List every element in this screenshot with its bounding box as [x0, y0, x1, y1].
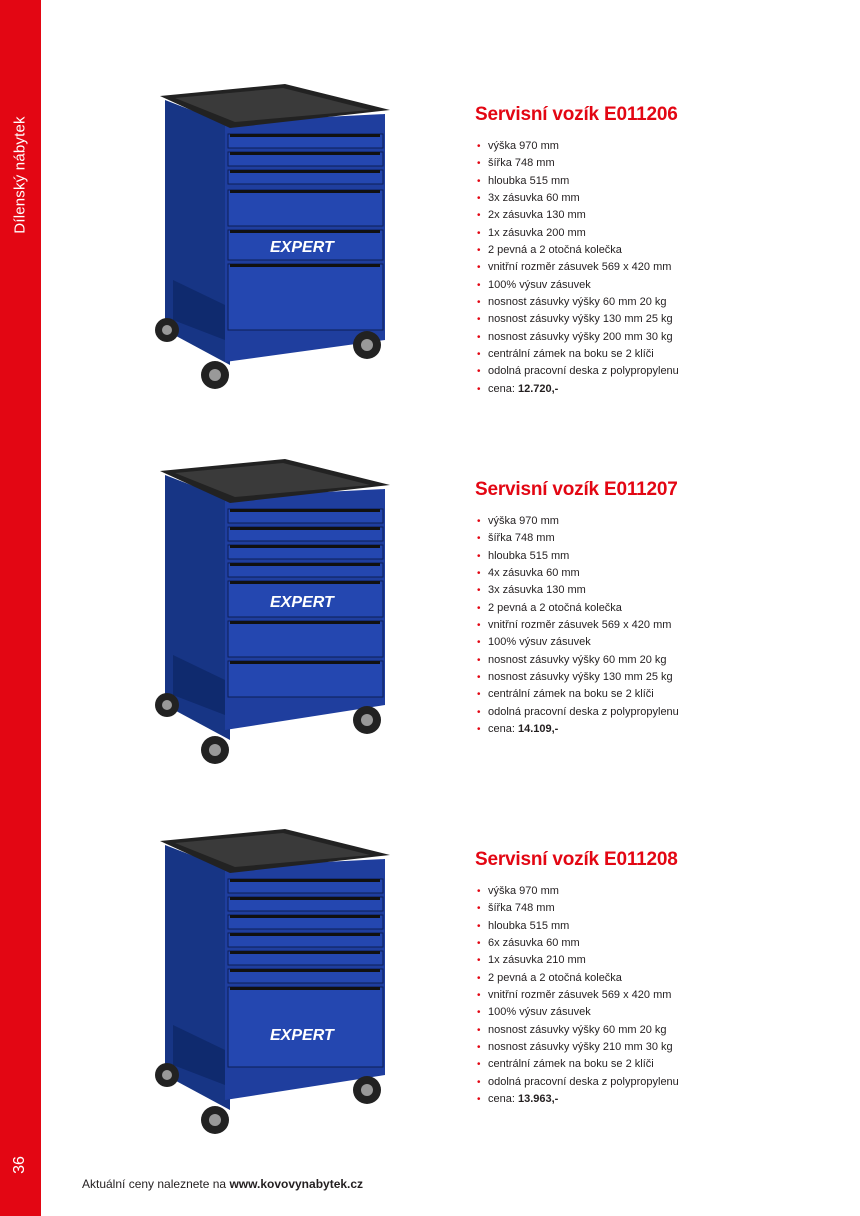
product-info [475, 479, 815, 738]
spec-item: • vnitřní rozměr zásuvek 569 x 420 mm [475, 617, 815, 634]
spec-item: • šířka 748 mm [475, 900, 815, 917]
product-info [475, 849, 815, 1108]
spec-item: • nosnost zásuvky výšky 210 mm 30 kg [475, 1039, 815, 1056]
spec-item: • 100% výsuv zásuvek [475, 277, 815, 294]
tool-cart-image [135, 455, 395, 785]
spec-item: • 2x zásuvka 130 mm [475, 207, 815, 224]
spec-item: • šířka 748 mm [475, 155, 815, 172]
spec-list [475, 138, 815, 398]
spec-item: • centrální zámek na boku se 2 klíči [475, 346, 815, 363]
price-item [475, 381, 815, 398]
spec-item: • výška 970 mm [475, 138, 815, 155]
spec-item: • odolná pracovní deska z polypropylenu [475, 1074, 815, 1091]
spec-list [475, 883, 815, 1108]
spec-item: • nosnost zásuvky výšky 60 mm 20 kg [475, 294, 815, 311]
spec-item: • 100% výsuv zásuvek [475, 1004, 815, 1021]
spec-item: • centrální zámek na boku se 2 klíči [475, 686, 815, 703]
spec-item: • hloubka 515 mm [475, 548, 815, 565]
price-label: cena: [488, 723, 518, 736]
product-title: Servisní vozík E011208 [475, 849, 678, 870]
cart-logo: EXPERT [270, 594, 334, 611]
spec-item: • nosnost zásuvky výšky 130 mm 25 kg [475, 669, 815, 686]
spec-item: • 2 pevná a 2 otočná kolečka [475, 600, 815, 617]
spec-item: • 2 pevná a 2 otočná kolečka [475, 970, 815, 987]
spec-item: • 6x zásuvka 60 mm [475, 935, 815, 952]
spec-item: • 4x zásuvka 60 mm [475, 565, 815, 582]
spec-item: • 100% výsuv zásuvek [475, 634, 815, 651]
price-value: 12.720,- [517, 382, 559, 395]
website-link[interactable]: www.kovovynabytek.cz [229, 1177, 364, 1191]
spec-item: • nosnost zásuvky výšky 60 mm 20 kg [475, 652, 815, 669]
tool-cart-image [135, 825, 395, 1155]
spec-item: • odolná pracovní deska z polypropylenu [475, 363, 815, 380]
spec-item: • nosnost zásuvky výšky 60 mm 20 kg [475, 1022, 815, 1039]
product-title: Servisní vozík E011207 [475, 479, 678, 500]
footer [82, 1177, 363, 1191]
spec-item: • výška 970 mm [475, 513, 815, 530]
spec-item: • nosnost zásuvky výšky 130 mm 25 kg [475, 311, 815, 328]
tool-cart-image [135, 80, 395, 410]
product-info [475, 104, 815, 398]
spec-item: • odolná pracovní deska z polypropylenu [475, 704, 815, 721]
spec-item: • 2 pevná a 2 otočná kolečka [475, 242, 815, 259]
spec-item: • centrální zámek na boku se 2 klíči [475, 1056, 815, 1073]
price-item [475, 1091, 815, 1108]
page-number: 36 [11, 1156, 28, 1174]
spec-item: • výška 970 mm [475, 883, 815, 900]
product-e011208 [130, 825, 830, 1165]
product-e011207 [130, 455, 830, 795]
spec-item: • 3x zásuvka 60 mm [475, 190, 815, 207]
product-title: Servisní vozík E011206 [475, 104, 678, 125]
footer-text: Aktuální ceny naleznete na [82, 1177, 230, 1191]
cart-logo: EXPERT [270, 1027, 334, 1044]
spec-item: • vnitřní rozměr zásuvek 569 x 420 mm [475, 987, 815, 1004]
spec-item: • nosnost zásuvky výšky 200 mm 30 kg [475, 329, 815, 346]
price-label: cena: [488, 1093, 518, 1106]
spec-list [475, 513, 815, 738]
product-e011206 [130, 80, 830, 420]
price-label: cena: [488, 382, 518, 395]
section-title: Dílenský nábytek [11, 116, 29, 234]
spec-item: • 1x zásuvka 210 mm [475, 952, 815, 969]
spec-item: • šířka 748 mm [475, 530, 815, 547]
side-bar [0, 0, 41, 1216]
price-value: 13.963,- [517, 1093, 559, 1106]
price-item [475, 721, 815, 738]
cart-logo: EXPERT [270, 239, 334, 256]
spec-item: • hloubka 515 mm [475, 173, 815, 190]
spec-item: • hloubka 515 mm [475, 918, 815, 935]
spec-item: • vnitřní rozměr zásuvek 569 x 420 mm [475, 259, 815, 276]
spec-item: • 3x zásuvka 130 mm [475, 582, 815, 599]
price-value: 14.109,- [517, 723, 559, 736]
spec-item: • 1x zásuvka 200 mm [475, 225, 815, 242]
